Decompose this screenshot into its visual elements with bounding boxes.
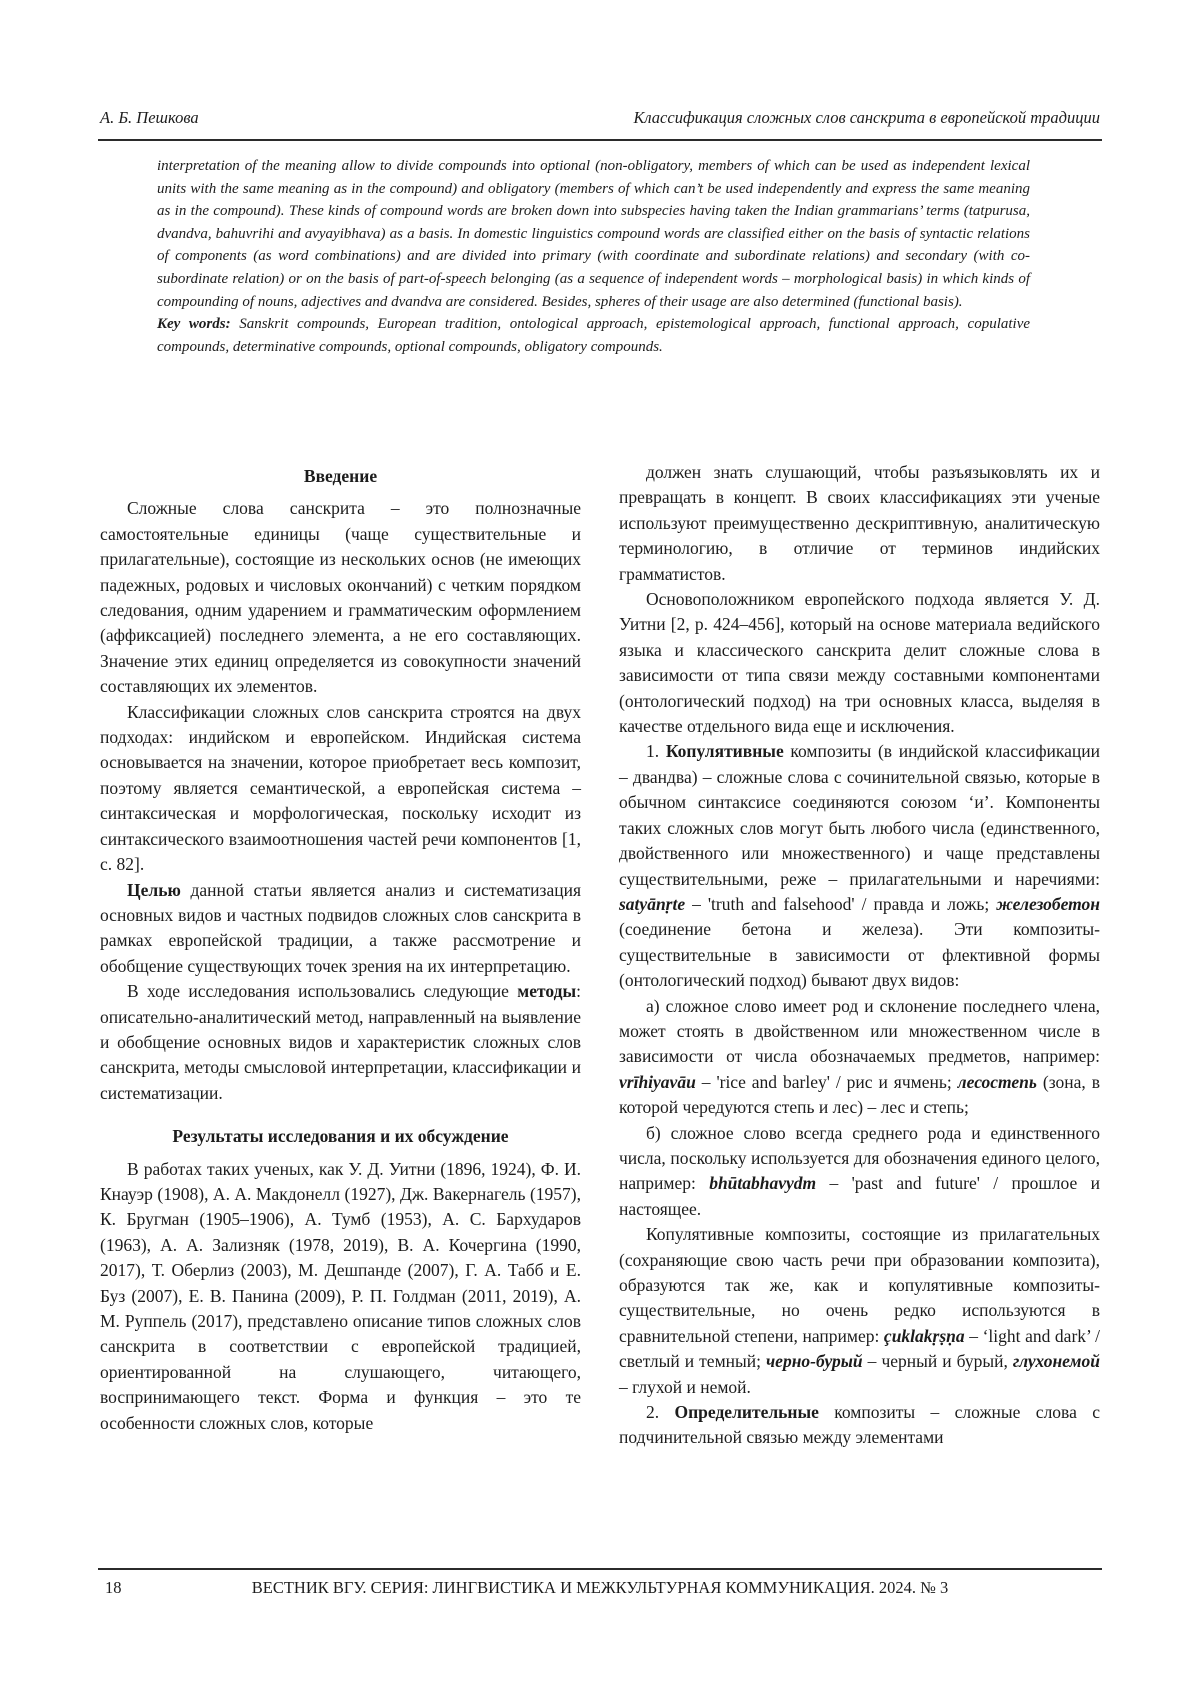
emphasized-term: глухонемой [1012, 1351, 1100, 1372]
bold-keyword: Определительные [674, 1402, 819, 1423]
text-run: данной статьи является анализ и систематизация основных видов и частных подвидов сложных слов санскрита в рамках европейской традиции, а также рассмотрение и обобщение существующих точек зрения на их интерпретацию. [100, 879, 581, 976]
paragraph [100, 979, 581, 1106]
text-run: должен знать слушающий, чтобы разъязыковлять их и превращать в концепт. В своих классификациях эти ученые используют преимущественно дескриптивную, аналитическую терминологию, в отличие от терминов индийских грамматистов. [619, 462, 1100, 584]
results-paragraphs [100, 1157, 581, 1436]
paragraph [619, 1222, 1100, 1400]
text-run: – ‘light and dark’ / светлый и темный; [619, 1325, 1100, 1372]
emphasized-term: vrīhiyavāu [619, 1071, 696, 1092]
bold-keyword: Целью [127, 879, 181, 900]
text-run: (зона, в которой чередуются степь и лес) – лес и степь; [619, 1071, 1100, 1118]
keywords-paragraph [157, 313, 1030, 358]
running-title: Классификация сложных слов санскрита в европейской традиции [633, 108, 1100, 127]
text-run: – 'truth and falsehood' / правда и ложь; [685, 893, 997, 914]
text-run: – глухой и немой. [619, 1376, 751, 1397]
bold-keyword: методы [517, 981, 577, 1002]
running-author: А. Б. Пешкова [100, 108, 199, 127]
text-run: композиты (в индийской классификации – двандва) – сложные слова с сочинительной связью, которые в обычном синтаксисе соединяются союзом ‘и’. Компоненты таких сложных слов могут быть любого числа (единственного, двойственного или множественного) и чаще представлены существительными, реже – прилагательными и наречиями: [619, 741, 1101, 889]
text-run: – 'past and future' / прошлое и настоящее. [619, 1173, 1100, 1219]
text-run: В ходе исследования использовались следующие [127, 981, 518, 1002]
text-run: Сложные слова санскрита – это полнозначные самостоятельные единицы (чаще существительные и прилагательные), состоящие из нескольких основ (не имеющих падежных, родовых и числовых окончаний) с четким порядком следования, одним ударением и грамматическим оформлением (аффиксацией) последнего элемента, а не его составляющих. Значение этих единиц определяется из совокупности значений составляющих их элементов. [100, 498, 581, 697]
paragraph [100, 496, 581, 699]
emphasized-term: satyānṛte [619, 893, 686, 914]
abstract-block [157, 155, 1030, 358]
text-run: Классификации сложных слов санскрита строятся на двух подходах: индийском и европейском. Индийская система основывается на значении, которое приобретает весь композит, поэтому является семантической, а европейская система – синтаксическая и морфологическая, поскольку исходит из синтаксического взаимоотношения частей речи компонентов [1, с. 82]. [100, 701, 581, 875]
paragraph [619, 994, 1100, 1121]
emphasized-term: черно-бурый [766, 1351, 863, 1372]
text-run: а) сложное слово имеет род и склонение последнего члена, может стоять в двойственном или множественном числе в зависимости от числа обозначаемых предметов, например: [619, 995, 1100, 1067]
text-run: 1. [646, 741, 666, 762]
emphasized-term: железобетон [996, 893, 1100, 914]
heading-results: Результаты исследования и их обсуждение [172, 1126, 509, 1147]
text-run: композиты – сложные слова с подчинительной связью между элементами [619, 1402, 1100, 1448]
right-column [619, 460, 1100, 1451]
page-number: 18 [105, 1578, 122, 1597]
keywords-label: Key words: [157, 316, 231, 333]
heading-introduction: Введение [303, 466, 378, 486]
bold-keyword: Копулятивные [665, 741, 784, 762]
paragraph [619, 1121, 1100, 1223]
text-run: – черный и бурый, [862, 1351, 1013, 1372]
paragraph [100, 1157, 581, 1436]
paragraph [100, 878, 581, 980]
paragraph [100, 700, 581, 878]
emphasized-term: bhūtabhavydm [709, 1173, 817, 1194]
introduction-paragraphs [100, 496, 581, 1106]
abstract-continuation-text: interpretation of the meaning allow to divide compounds into optional (non-obligatory, members of which can be used as independent lexical units with the same meaning as in the compound) and obligatory (members of which can’t be used independently and express the same meaning as in the compound). These kinds of compound words are broken down into subspecies having taken the Indian grammarians’ terms (tatpurusa, dvandva, bahuvrihi and avyayibhava) as a basis. In domestic linguistics compound words are classified either on the basis of syntactic relations of components (as word combinations) and are divided into primary (with coordinate and subordinate relations) and secondary (with co-subordinate relation) or on the basis of part-of-speech belonging (as a sequence of independent words – morphological basis) in which kinds of compounding of nouns, adjectives and dvandva are considered. Besides, spheres of their usage are also determined (functional basis). [157, 158, 1030, 310]
paragraph [619, 1400, 1100, 1451]
text-run: Копулятивные композиты, состоящие из прилагательных (сохраняющие свою часть речи при образовании композита), образуются так же, как и копулятивные композиты-существительные, но очень редко используются в сравнительной степени, например: [619, 1224, 1100, 1346]
text-run: 2. [646, 1402, 675, 1423]
text-run: б) сложное слово всегда среднего рода и единственного числа, поскольку используется для обозначения единого целого, например: [619, 1122, 1100, 1194]
text-run: (соединение бетона и железа). Эти композиты-существительные в зависимости от флективной формы (онтологический подход) бывают двух видов: [619, 919, 1100, 991]
paragraph [619, 460, 1100, 587]
journal-title-line: ВЕСТНИК ВГУ. СЕРИЯ: ЛИНГВИСТИКА И МЕЖКУЛЬТУРНАЯ КОММУНИКАЦИЯ. 2024. № 3 [251, 1578, 949, 1597]
emphasized-term: лесостепь [957, 1071, 1037, 1092]
text-run: : описательно-аналитический метод, направленный на выявление и обобщение основных видов и характеристик сложных слов санскрита, методы смысловой интерпретации, классификации и систематизации. [100, 981, 581, 1103]
left-column [100, 460, 581, 1451]
keywords-text: Sanskrit compounds, European tradition, ontological approach, epistemological approach, functional approach, copulative compounds, determinative compounds, optional compounds, obligatory compounds. [157, 316, 1031, 355]
paragraph [619, 587, 1100, 739]
text-run: Основоположником европейского подхода является У. Д. Уитни [2, p. 424–456], который на основе материала ведийского языка и классического санскрита делит сложные слова в зависимости от типа связи между составными компонентами (онтологический подход) на три основных класса, выделяя в качестве отдельного вида еще и исключения. [619, 589, 1100, 737]
running-head [100, 108, 1100, 128]
paragraph [619, 739, 1100, 993]
emphasized-term: çuklakṛṣṇa [883, 1325, 965, 1346]
article-body [100, 460, 1100, 1451]
right-column-paragraphs [619, 460, 1100, 1451]
text-run: – 'rice and barley' / рис и ячмень; [695, 1071, 958, 1092]
text-run: В работах таких ученых, как У. Д. Уитни (1896, 1924), Ф. И. Кнауэр (1908), А. А. Макдонелл (1927), Дж. Вакернагель (1957), К. Бругман (1905–1906), А. Тумб (1953), А. С. Бархударов (1963), А. А. Зализняк (1978, 2019), В. А. Кочергина (1990, 2017), Т. Оберлиз (2003), М. Дешпанде (2007), Г. А. Табб и Е. Буз (2007), Е. В. Панина (2009), Р. П. Голдман (2011, 2019), А. М. Руппель (2017), представлено описание типов сложных слов санскрита в соответствии с европейской традицией, ориентированной на слушающего, читающего, воспринимающего текст. Форма и функция – это те особенности сложных слов, которые [100, 1158, 581, 1433]
header-divider [98, 139, 1102, 141]
page-footer [98, 1568, 1102, 1598]
